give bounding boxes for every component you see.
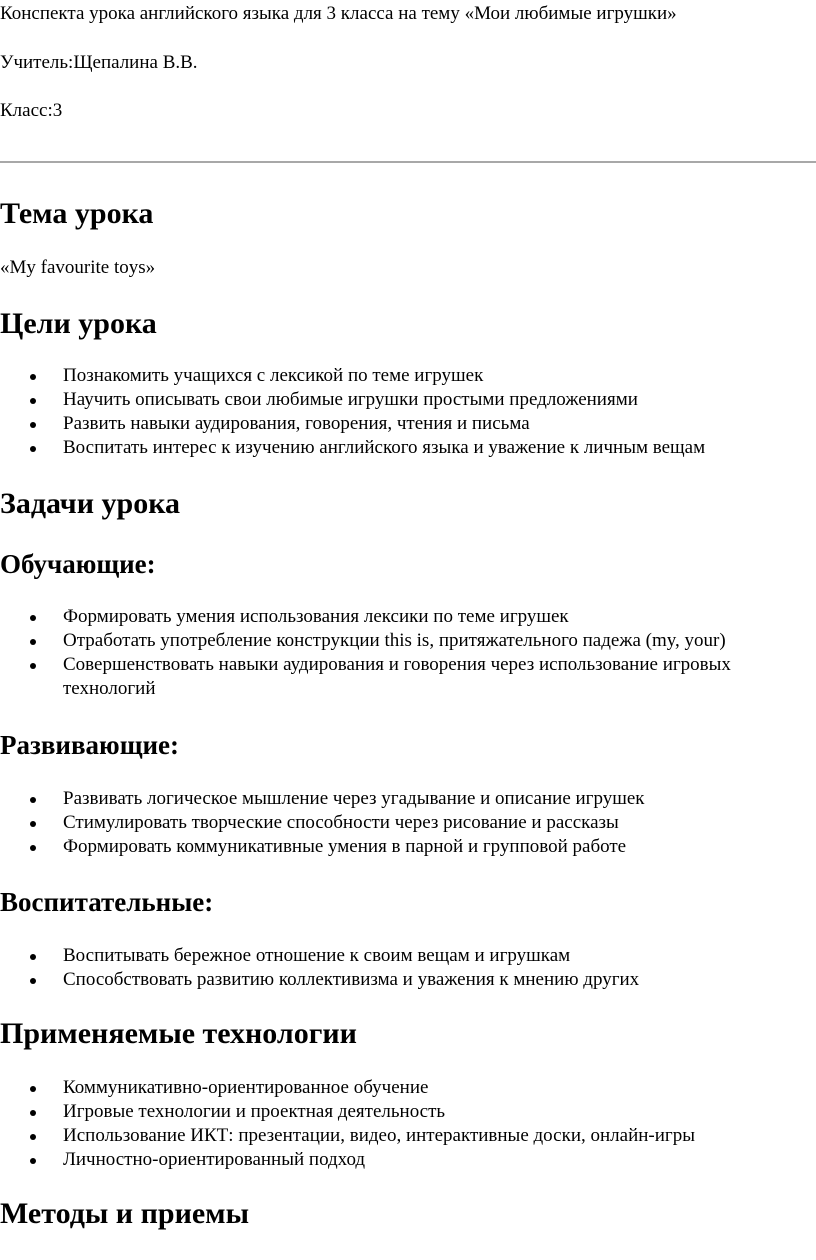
bullet-icon (30, 954, 36, 960)
bullet-icon (30, 845, 36, 851)
topic-heading: Тема урока (0, 197, 154, 230)
bullet-icon (30, 422, 36, 428)
teaching-tasks-heading: Обучающие: (0, 549, 156, 579)
bullet-icon (30, 446, 36, 452)
list-item: Формировать умения использования лексики по теме игрушек (0, 605, 816, 629)
horizontal-divider (0, 161, 816, 163)
list-item: Научить описывать свои любимые игрушки простыми предложениями (0, 388, 816, 412)
topic-text: «My favourite toys» (0, 257, 156, 278)
list-item: Формировать коммуникативные умения в парной и групповой работе (0, 835, 816, 859)
developing-tasks-list (0, 787, 816, 859)
technologies-list (0, 1076, 816, 1172)
bullet-icon (30, 797, 36, 803)
list-item: Совершенствовать навыки аудирования и говорения через использование игровых технологий (0, 653, 816, 701)
list-item: Развивать логическое мышление через угадывание и описание игрушек (0, 787, 816, 811)
bullet-icon (30, 615, 36, 621)
bullet-icon (30, 1134, 36, 1140)
goals-list (0, 364, 816, 460)
bullet-icon (30, 978, 36, 984)
bullet-icon (30, 1158, 36, 1164)
bullet-icon (30, 663, 36, 669)
bullet-icon (30, 374, 36, 380)
technologies-heading: Применяемые технологии (0, 1017, 357, 1050)
bullet-icon (30, 1086, 36, 1092)
list-item: Игровые технологии и проектная деятельность (0, 1100, 816, 1124)
developing-tasks-heading: Развивающие: (0, 730, 180, 760)
list-item: Развить навыки аудирования, говорения, чтения и письма (0, 412, 816, 436)
list-item: Использование ИКТ: презентации, видео, интерактивные доски, онлайн-игры (0, 1124, 816, 1148)
tasks-heading: Задачи урока (0, 487, 181, 520)
list-item: Познакомить учащихся с лексикой по теме игрушек (0, 364, 816, 388)
bullet-icon (30, 398, 36, 404)
teaching-tasks-list (0, 605, 816, 701)
list-item: Воспитать интерес к изучению английского языка и уважение к личным вещам (0, 436, 816, 460)
list-item: Воспитывать бережное отношение к своим вещам и игрушкам (0, 944, 816, 968)
list-item: Личностно-ориентированный подход (0, 1148, 816, 1172)
educational-tasks-list (0, 944, 816, 992)
grade-line: Класс:3 (0, 100, 63, 121)
list-item: Отработать употребление конструкции this is, притяжательного падежа (my, your) (0, 629, 816, 653)
list-item: Стимулировать творческие способности через рисование и рассказы (0, 811, 816, 835)
document-title: Конспекта урока английского языка для 3 класса на тему «Мои любимые игрушки» (0, 3, 677, 24)
methods-heading: Методы и приемы (0, 1197, 250, 1230)
list-item: Способствовать развитию коллективизма и уважения к мнению других (0, 968, 816, 992)
teacher-line: Учитель:Щепалина В.В. (0, 52, 198, 73)
bullet-icon (30, 1110, 36, 1116)
bullet-icon (30, 639, 36, 645)
list-item: Коммуникативно-ориентированное обучение (0, 1076, 816, 1100)
bullet-icon (30, 821, 36, 827)
goals-heading: Цели урока (0, 307, 157, 340)
educational-tasks-heading: Воспитательные: (0, 887, 214, 917)
